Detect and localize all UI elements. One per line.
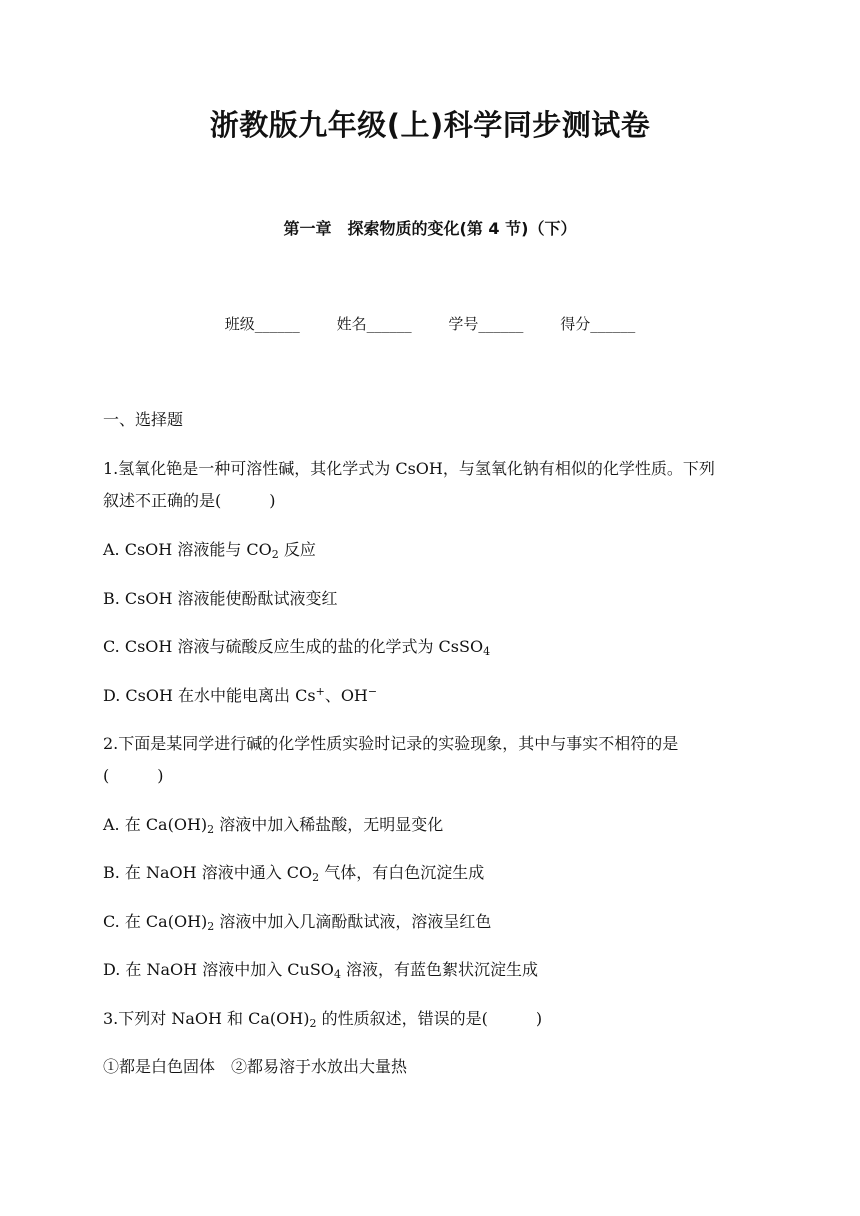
student-number-field: 学号______ [448, 315, 524, 333]
q1-option-b: B. CsOH 溶液能使酚酞试液变红 [103, 589, 338, 608]
score-field: 得分______ [560, 315, 636, 333]
q1-option-c [103, 636, 783, 658]
subscript: 2 [207, 920, 215, 933]
q2-option-a [103, 814, 783, 836]
subscript: 2 [312, 871, 320, 884]
option-text: 气体，有白色沉淀生成 [319, 863, 485, 882]
option-text: C. CsOH 溶液与硫酸反应生成的盐的化学式为 CsSO [103, 637, 484, 656]
stem-text: 的性质叙述，错误的是( ) [316, 1009, 543, 1028]
subscript: 2 [271, 548, 279, 561]
option-text: A. CsOH 溶液能与 CO [103, 540, 272, 559]
name-field: 姓名______ [336, 315, 412, 333]
option-text: 反应 [278, 540, 316, 559]
option-text: 、OH [324, 686, 368, 705]
option-text: A. 在 Ca(OH) [103, 815, 208, 834]
q2-option-b [103, 862, 783, 884]
student-info-row [0, 313, 860, 334]
q2-option-c [103, 911, 783, 933]
page-title: 浙教版九年级(上)科学同步测试卷 [209, 108, 651, 142]
q1-stem-line2: 叙述不正确的是( ) [103, 491, 276, 510]
option-text: 溶液中加入几滴酚酞试液，溶液呈红色 [214, 912, 492, 931]
q1-option-d [103, 685, 783, 707]
q1-option-a [103, 539, 783, 561]
subscript: 2 [207, 823, 215, 836]
class-field: 班级______ [224, 315, 300, 333]
option-text: B. 在 NaOH 溶液中通入 CO [103, 863, 313, 882]
subscript: 4 [483, 645, 491, 658]
q2-option-d [103, 959, 783, 981]
option-text: 溶液中加入稀盐酸，无明显变化 [214, 815, 444, 834]
q2-stem-line2: ( ) [103, 766, 164, 785]
subscript: 2 [309, 1017, 317, 1030]
option-text: C. 在 Ca(OH) [103, 912, 208, 931]
superscript: − [367, 685, 378, 698]
option-text: 溶液，有蓝色絮状沉淀生成 [340, 960, 539, 979]
superscript: + [315, 685, 325, 698]
chapter-subtitle: 第一章 探索物质的变化(第 4 节)（下） [283, 219, 577, 238]
option-text: D. 在 NaOH 溶液中加入 CuSO [103, 960, 334, 979]
q3-stem [103, 1008, 783, 1030]
stem-text: 3.下列对 NaOH 和 Ca(OH) [103, 1009, 310, 1028]
subscript: 4 [333, 968, 341, 981]
section-heading: 一、选择题 [103, 410, 184, 429]
q1-stem-line1: 1.氢氧化铯是一种可溶性碱，其化学式为 CsOH，与氢氧化钠有相似的化学性质。下列 [103, 459, 715, 478]
option-text: D. CsOH 在水中能电离出 Cs [103, 686, 316, 705]
q2-stem-line1: 2.下面是某同学进行碱的化学性质实验时记录的实验现象，其中与事实不相符的是 [103, 734, 679, 753]
q3-statements: ①都是白色固体 ②都易溶于水放出大量热 [103, 1057, 408, 1076]
